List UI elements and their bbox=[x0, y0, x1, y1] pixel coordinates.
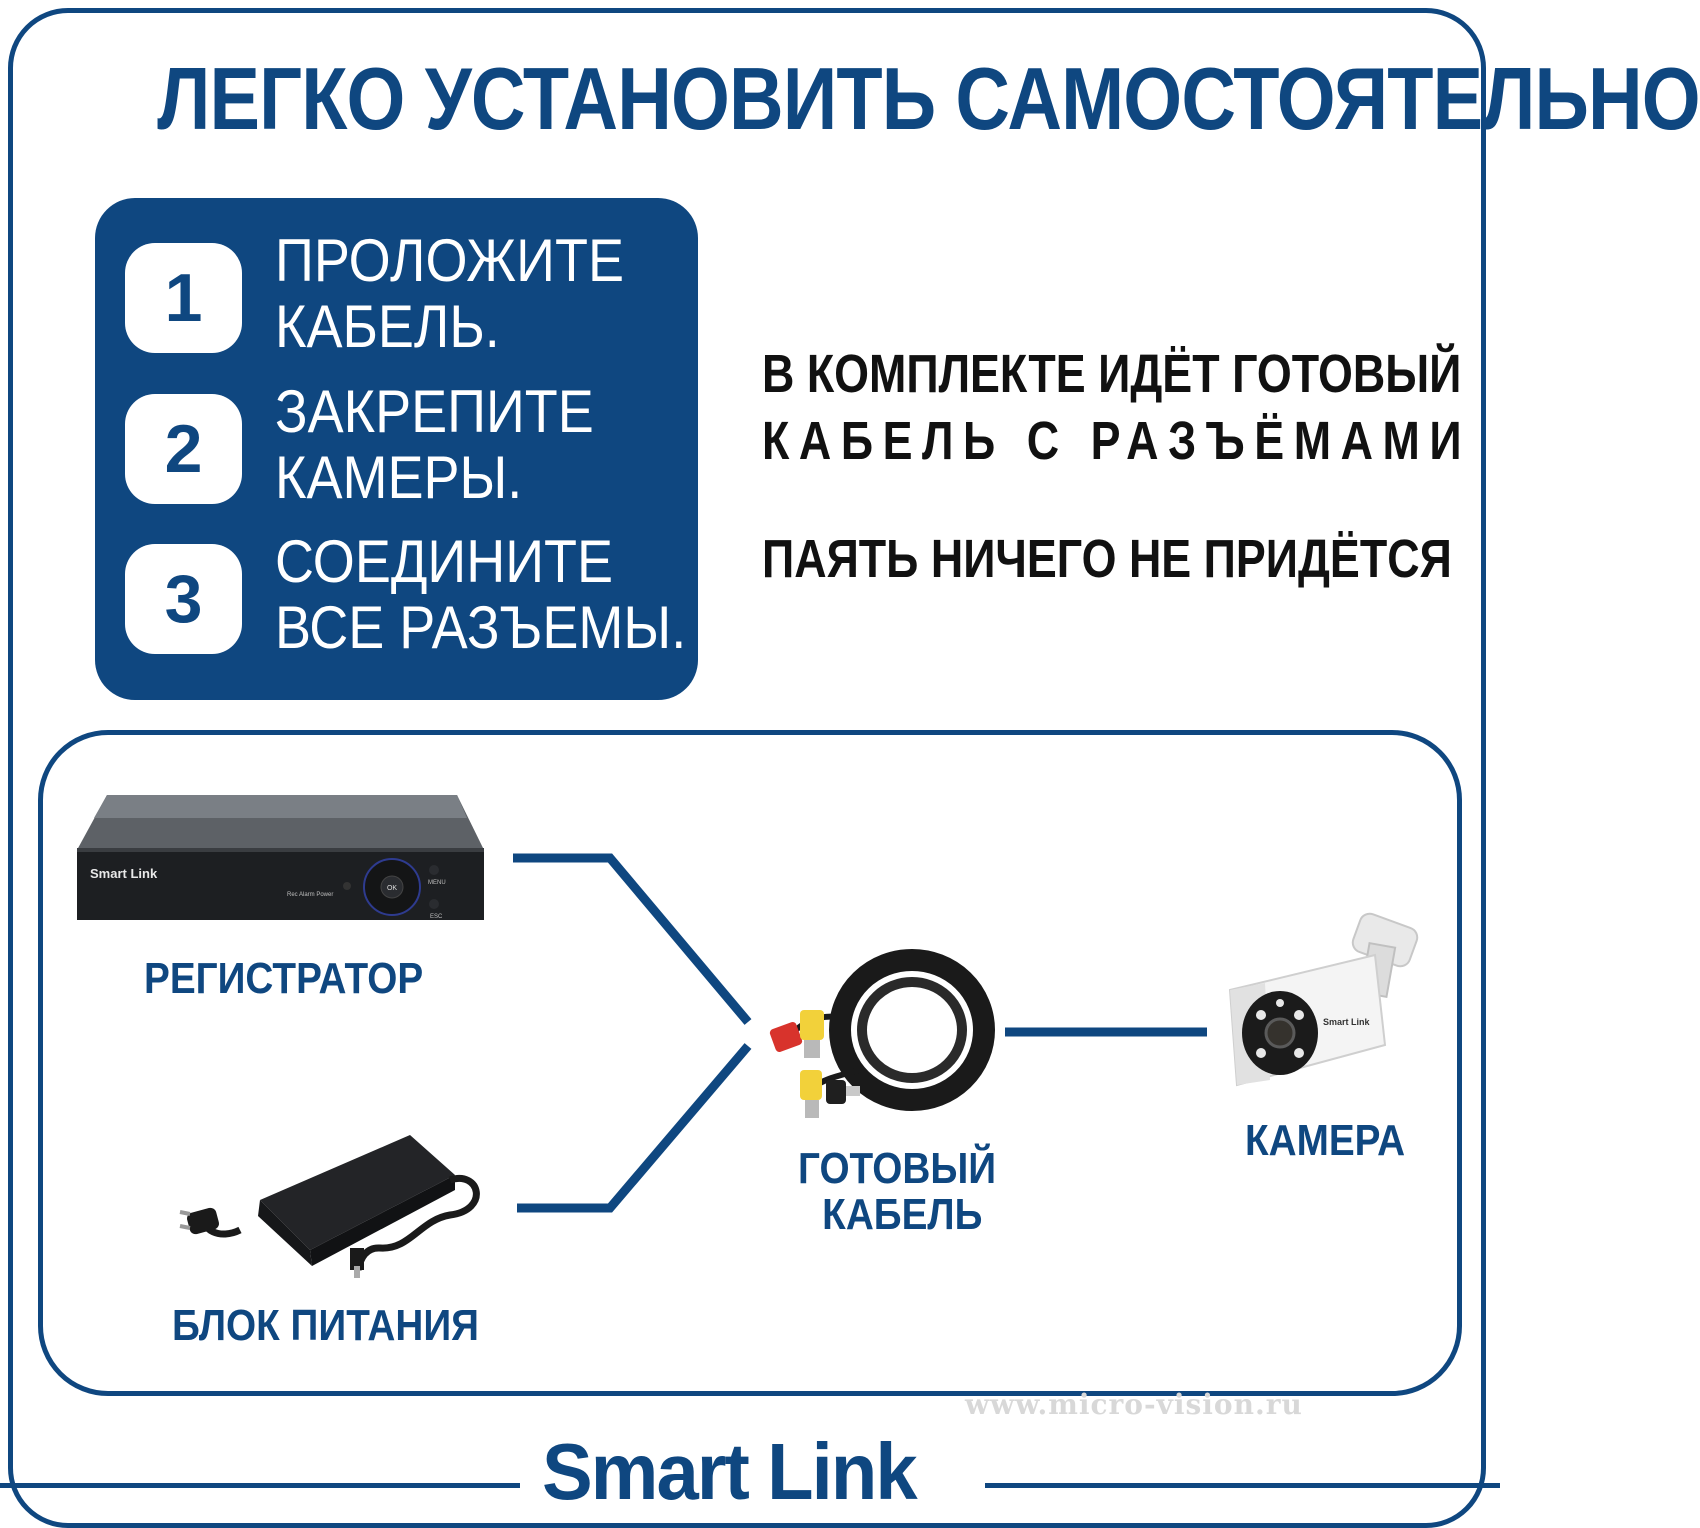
power-supply-image bbox=[180, 1130, 500, 1280]
step-1-line-2: КАБЕЛЬ. bbox=[275, 293, 500, 360]
power-supply-label: БЛОК ПИТАНИЯ bbox=[172, 1301, 480, 1350]
camera-label: КАМЕРА bbox=[1245, 1116, 1406, 1165]
cable-image bbox=[760, 950, 1000, 1130]
camera-image bbox=[1225, 905, 1435, 1090]
brand-logo: Smart Link bbox=[542, 1427, 916, 1516]
recorder-image bbox=[72, 790, 492, 925]
step-2-number: 2 bbox=[125, 394, 242, 504]
step-3-line-1: СОЕДИНИТЕ bbox=[275, 528, 614, 595]
recorder-brand-text: Smart Link bbox=[90, 866, 158, 881]
recorder-label: РЕГИСТРАТОР bbox=[144, 954, 424, 1003]
step-3-number: 3 bbox=[125, 544, 242, 654]
step-1-line-1: ПРОЛОЖИТЕ bbox=[275, 227, 624, 294]
info-line-1: В КОМПЛЕКТЕ ИДЁТ ГОТОВЫЙ bbox=[762, 344, 1462, 404]
cable-label bbox=[798, 1146, 996, 1238]
recorder-indicators-text: Rec Alarm Power bbox=[287, 892, 334, 898]
brand-line-right bbox=[985, 1483, 1500, 1488]
step-3-line-2: ВСЕ РАЗЪЕМЫ. bbox=[275, 594, 687, 661]
step-2-line-1: ЗАКРЕПИТЕ bbox=[275, 378, 594, 445]
recorder-menu-label: MENU bbox=[428, 880, 446, 886]
camera-brand-text: Smart Link bbox=[1323, 1017, 1370, 1027]
cable-label-line-2: КАБЕЛЬ bbox=[822, 1190, 983, 1239]
watermark-text: www.micro-vision.ru bbox=[965, 1388, 1303, 1421]
power-connector bbox=[517, 1046, 748, 1208]
info-line-3: ПАЯТЬ НИЧЕГО НЕ ПРИДЁТСЯ bbox=[762, 529, 1452, 589]
recorder-ok-label: OK bbox=[386, 885, 398, 892]
recorder-esc-label: ESC bbox=[430, 914, 443, 920]
step-2-line-2: КАМЕРЫ. bbox=[275, 444, 523, 511]
step-1-number: 1 bbox=[125, 243, 242, 353]
brand-line-left bbox=[0, 1483, 520, 1488]
recorder-connector bbox=[513, 858, 748, 1022]
cable-label-line-1: ГОТОВЫЙ bbox=[798, 1144, 997, 1193]
headline: ЛЕГКО УСТАНОВИТЬ САМОСТОЯТЕЛЬНО bbox=[157, 49, 1700, 148]
info-line-2: КАБЕЛЬ С РАЗЪЁМАМИ bbox=[762, 411, 1472, 471]
